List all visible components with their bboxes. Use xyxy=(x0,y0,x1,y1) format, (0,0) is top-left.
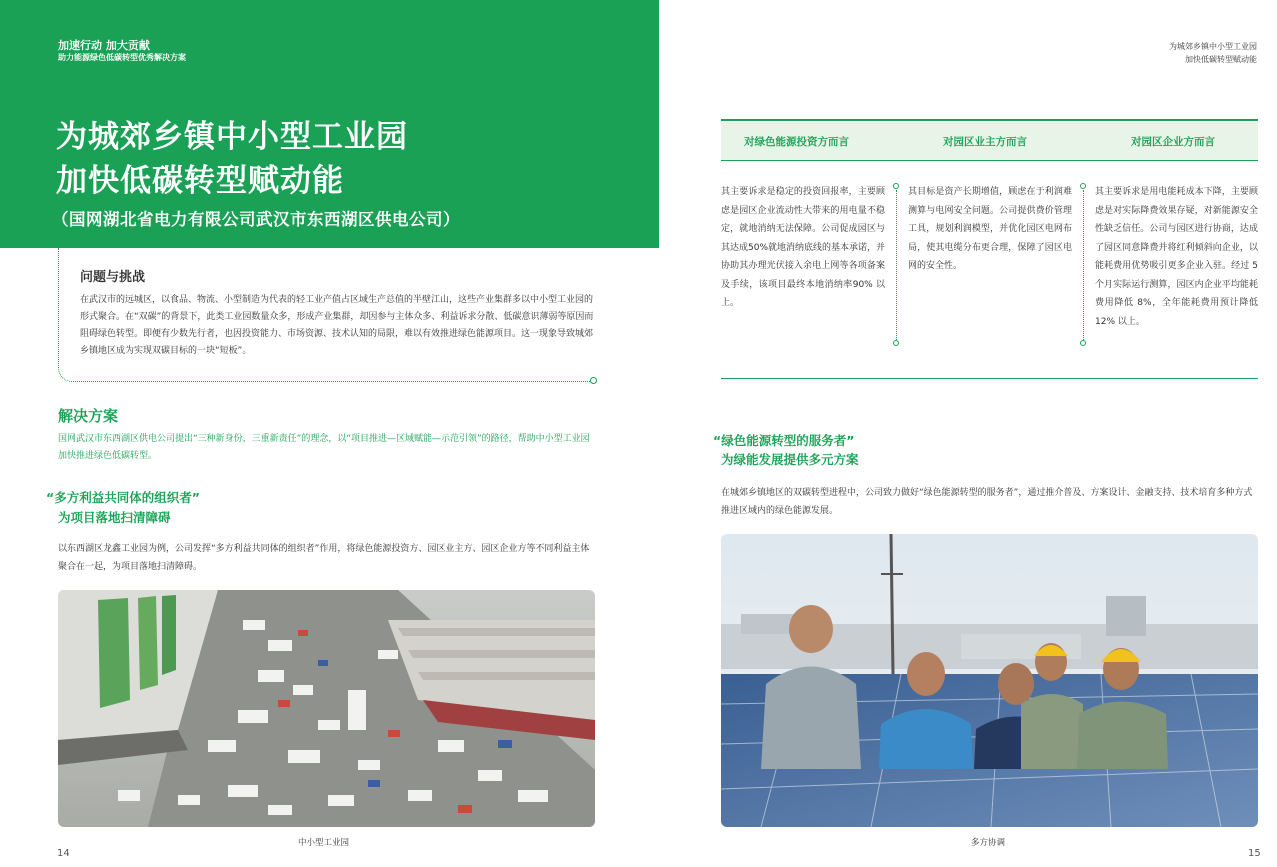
title-banner xyxy=(0,0,659,248)
organizer-heading: “多方利益共同体的组织者” xyxy=(46,490,200,505)
problem-paragraph: 在武汉市的远城区，以食品、物流、小型制造为代表的轻工业产值占区域生产总值的半壁江山，这些产业集群多以中小型工业园的形式聚合。在“双碳”的背景下，此类工业园数量众多，形成产业集群，却因参与主体众多、利益诉求分散、低碳意识薄弱等原因而阻碍绿色转型。即便有少数先行者，也因投资能力、市场资源、技术认知的局限，难以有效推进绿色能源项目。这一现象导致城郊乡镇地区成为实现双碳目标的一块“短板”。 xyxy=(80,295,594,356)
page-title xyxy=(56,115,408,203)
column-heading-park-enterprise: 对园区企业方而言 xyxy=(1131,136,1215,148)
service-heading: “绿色能源转型的服务者” xyxy=(713,433,855,448)
divider-dot xyxy=(893,340,899,346)
park-enterprise-paragraph: 其主要诉求是用电能耗成本下降，主要顾虑是对实际降费效果存疑，对新能源安全性缺乏信任。公司与园区进行协商，达成了园区同意降费并将红利倾斜向企业，以能耗费用优势吸引更多企业入驻。经过 5 个月实际运行测算，园区内企业平均能耗费用降低 8%，全年能耗费用预计降低 12% 以上。 xyxy=(1095,187,1258,327)
divider-dot xyxy=(893,183,899,189)
organization-subtitle: （国网湖北省电力有限公司武汉市东西湖区供电公司） xyxy=(52,210,460,229)
column-heading-park-owner: 对园区业主方而言 xyxy=(943,136,1027,148)
series-tag: 加速行动 加大贡献 xyxy=(58,39,150,52)
column-divider xyxy=(896,190,897,340)
table-top-rule xyxy=(721,119,1258,121)
organizer-subheading: 为项目落地扫清障碍 xyxy=(58,510,171,525)
park-owner-paragraph: 其目标是资产长期增值，顾虑在于利润难测算与电网安全问题。公司提供费价管理工具，规划利润模型，并优化园区电网布局，使其电缆分布更合理，保障了园区电网的安全性。 xyxy=(908,187,1072,271)
service-paragraph: 在城郊乡镇地区的双碳转型进程中，公司致力做好“绿色能源转型的服务者”，通过推介普及、方案设计、金融支持、技术培育多种方式推进区域内的绿色能源发展。 xyxy=(721,488,1253,516)
running-header-line-2: 加快低碳转型赋动能 xyxy=(1185,55,1257,64)
solar-panel-team-photo xyxy=(721,534,1258,827)
table-header-rule xyxy=(721,160,1258,161)
service-subheading: 为绿能发展提供多元方案 xyxy=(721,452,859,467)
column-heading-investor: 对绿色能源投资方而言 xyxy=(744,136,849,148)
solution-paragraph: 国网武汉市东西湖区供电公司提出“三种新身份，三重新责任”的理念，以“项目推进—区域赋能—示范引领”的路径，帮助中小型工业园加快推进绿色低碳转型。 xyxy=(58,434,590,461)
series-subtag: 助力能源绿色低碳转型优秀解决方案 xyxy=(58,53,186,62)
left-photo-caption: 中小型工业园 xyxy=(298,838,350,848)
right-photo-caption: 多方协调 xyxy=(971,838,1006,848)
problem-heading: 问题与挑战 xyxy=(80,270,146,285)
frame-end-dot xyxy=(590,377,597,384)
title-line-2: 加快低碳转型赋动能 xyxy=(56,163,344,199)
column-divider xyxy=(1083,190,1084,340)
left-page-number: 14 xyxy=(57,848,70,859)
right-page-number: 15 xyxy=(1248,848,1261,859)
investor-paragraph: 其主要诉求是稳定的投资回报率，主要顾虑是园区企业流动性大带来的用电量不稳定，就地消纳无法保障。公司促成园区与其达成50%就地消纳底线的基本承诺，并协助其办理光伏接入余电上网等各项备案及手续，该项目最终本地消纳率90% 以上。 xyxy=(721,187,886,308)
table-bottom-rule xyxy=(721,378,1258,379)
title-line-1: 为城郊乡镇中小型工业园 xyxy=(56,119,408,155)
organizer-paragraph: 以东西湖区龙鑫工业园为例，公司发挥“多方利益共同体的组织者”作用，将绿色能源投资方、园区业主方、园区企业方等不同利益主体聚合在一起，为项目落地扫清障碍。 xyxy=(58,544,590,572)
divider-dot xyxy=(1080,340,1086,346)
divider-dot xyxy=(1080,183,1086,189)
solution-heading: 解决方案 xyxy=(58,407,119,425)
running-header-line-1: 为城郊乡镇中小型工业园 xyxy=(1169,42,1257,51)
industrial-park-photo xyxy=(58,590,595,827)
